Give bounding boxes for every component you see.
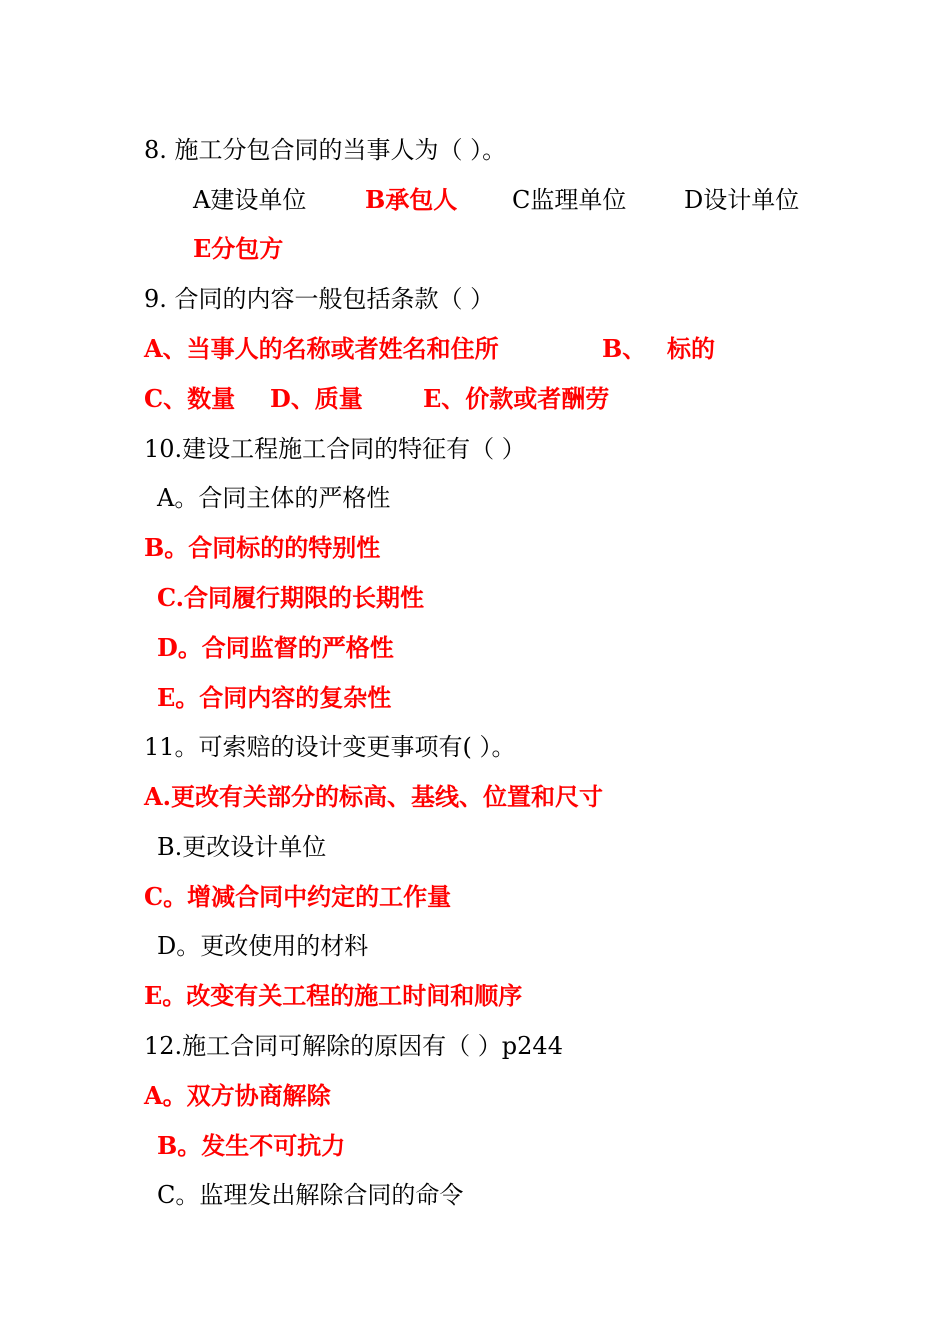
q9-option-d: D、质量 [270, 384, 363, 413]
q12-option-a: A。双方协商解除 [144, 1081, 331, 1110]
q10-option-d: D。合同监督的严格性 [157, 633, 394, 662]
q9-option-b-prefix: B、 [602, 334, 647, 363]
q9-option-c: C、数量 [144, 384, 236, 413]
q10-question: 10.建设工程施工合同的特征有（ ） [144, 435, 526, 463]
q11-question: 11。可索赔的设计变更事项有( ）。 [144, 733, 516, 761]
q8-option-b: B承包人 [365, 185, 458, 214]
q8-option-d: D设计单位 [684, 186, 800, 214]
q9-option-e: E、价款或者酬劳 [423, 384, 610, 413]
q12-question: 12.施工合同可解除的原因有（ ）p244 [144, 1032, 563, 1060]
q10-option-a: A。合同主体的严格性 [157, 484, 391, 512]
q9-question: 9. 合同的内容一般包括条款（ ） [144, 285, 495, 313]
q12-option-b: B。发生不可抗力 [157, 1131, 346, 1160]
q9-option-a: A、当事人的名称或者姓名和住所 [144, 334, 499, 363]
q10-option-b: B。合同标的的特别性 [144, 533, 381, 562]
q8-question: 8. 施工分包合同的当事人为（ ）。 [144, 136, 507, 164]
q8-option-e: E分包方 [193, 234, 284, 263]
q8-option-c: C监理单位 [512, 186, 627, 214]
q12-option-c: C。监理发出解除合同的命令 [157, 1181, 464, 1209]
q10-option-e: E。合同内容的复杂性 [157, 683, 392, 712]
q10-option-c: C.合同履行期限的长期性 [157, 583, 425, 612]
q9-option-b-text: 标的 [667, 334, 715, 363]
q11-option-e: E。改变有关工程的施工时间和顺序 [144, 981, 523, 1010]
q11-option-d: D。更改使用的材料 [157, 932, 369, 960]
q8-option-a: A建设单位 [193, 186, 307, 214]
q11-option-b: B.更改设计单位 [157, 833, 327, 861]
q11-option-a: A.更改有关部分的标高、基线、位置和尺寸 [144, 782, 603, 811]
q11-option-c: C。增减合同中约定的工作量 [144, 882, 452, 911]
